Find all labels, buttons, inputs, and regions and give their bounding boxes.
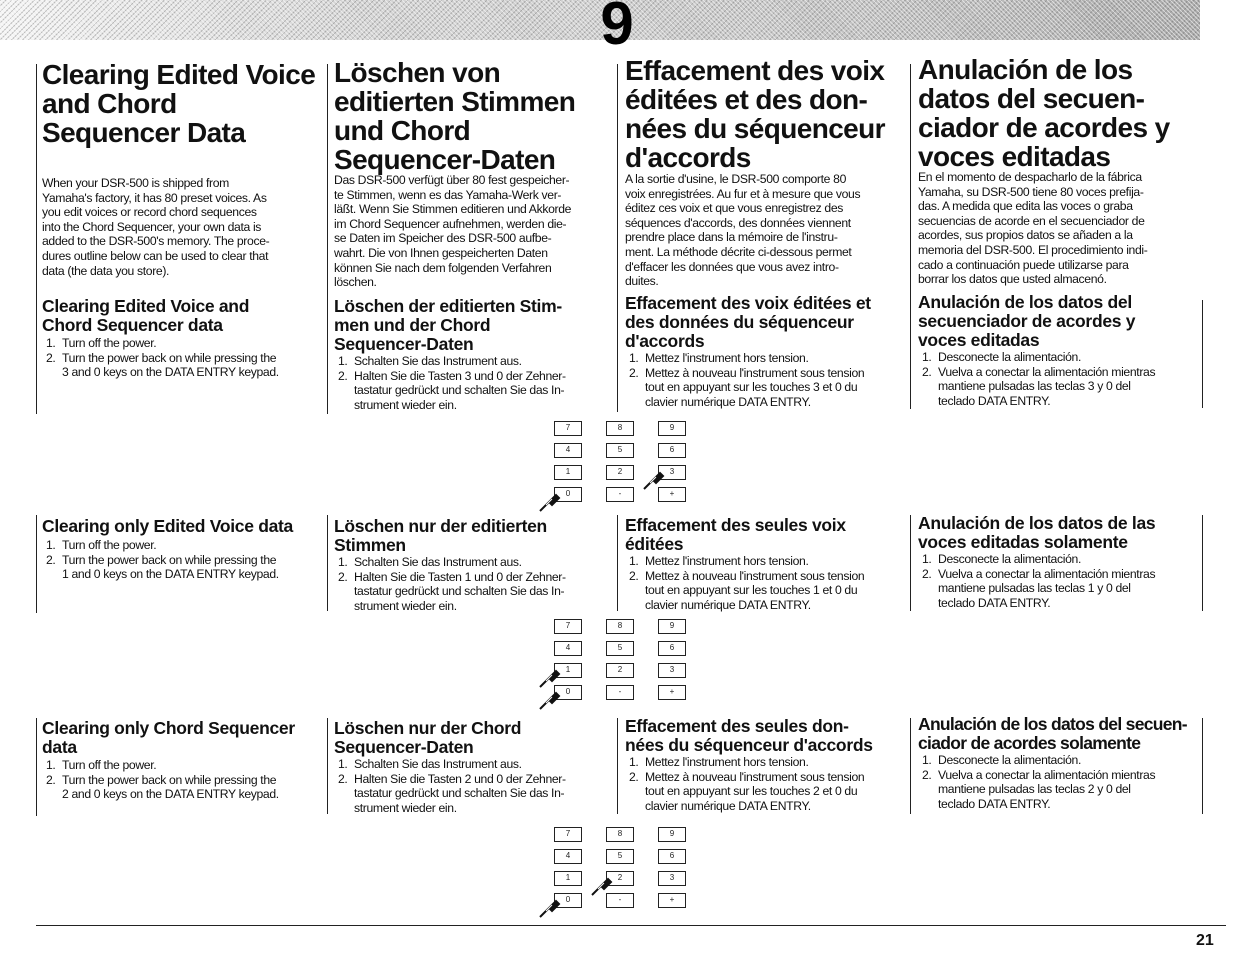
keypad-key-0: 0 [554, 893, 582, 908]
steps-es-1 [918, 350, 1202, 408]
keypad-key-1: 1 [554, 465, 582, 480]
step-item [625, 755, 909, 770]
step-text: Desconecte la alimentación. [938, 552, 1081, 566]
step-number: 1. [922, 753, 932, 767]
heading-es-3: Anulación de los datos del secuen- ciador de acordes solamente [918, 714, 1187, 753]
step-number: 2. [338, 569, 348, 584]
title-es: Anulación de los datos del secuen- ciador de acordes y voces editadas [918, 54, 1170, 172]
step-text: Schalten Sie das Instrument aus. [354, 354, 522, 368]
step-item [625, 554, 909, 569]
step-number: 2. [46, 350, 56, 365]
step-number: 2. [46, 772, 56, 787]
step-text: Turn the power back on while pressing the 3 and 0 keys on the DATA ENTRY keypad. [62, 350, 279, 380]
step-text: Mettez à nouveau l'instrument sous tension tout en appuyant sur les touches 1 et 0 du clavier numérique DATA ENTRY. [645, 568, 865, 612]
keypad-key-2: 2 [606, 663, 634, 678]
intro-de: Das DSR-500 verfügt über 80 fest gespeicher- te Stimmen, wenn es das Yamaha-Werk ver- läßt. Wenn Sie Stimmen editieren und Akkorde im Chord Sequencer aufnehmen, werden die- se Daten im Speicher des DSR-500 aufbe- wahrt. Die von Ihnen gespeicherten Daten können Sie nach dem folgenden Verfahren löschen. [334, 173, 572, 290]
column-rule [910, 64, 911, 409]
heading-en-3: Clearing only Chord Sequencer data [42, 718, 295, 757]
step-number: 2. [629, 568, 639, 583]
keypad-key--: - [606, 893, 634, 908]
heading-fr-1: Effacement des voix éditées et des données du séquenceur d'accords [625, 293, 871, 351]
step-text: Turn the power back on while pressing the 2 and 0 keys on the DATA ENTRY keypad. [62, 772, 279, 802]
step-number: 1. [46, 336, 56, 350]
heading-es-2: Anulación de los datos de las voces editadas solamente [918, 513, 1156, 552]
intro-en: When your DSR-500 is shipped from Yamaha's factory, it has 80 preset voices. As you edit voices or record chord sequences into the Chord Sequencer, your own data is added to the DSR-500's memory. The proce- dures outline below can be used to clear that data (the data you store). [42, 176, 270, 278]
keypad-key-1: 1 [554, 663, 582, 678]
steps-es-2 [918, 552, 1202, 610]
keypad-key-4: 4 [554, 641, 582, 656]
steps-fr-2 [625, 554, 909, 612]
steps-fr-1 [625, 351, 909, 409]
step-text: Mettez à nouveau l'instrument sous tension tout en appuyant sur les touches 3 et 0 du clavier numérique DATA ENTRY. [645, 365, 865, 409]
intro-es: En el momento de despacharlo de la fábrica Yamaha, su DSR-500 tiene 80 voces prefija- das. A medida que edita las voces o graba secuencias de acorde en el secuenciador de acordes, sus propios datos se añaden a la memoria del DSR-500. El procedimiento indi- cado a continuación puede utilizarse para borrar los datos que usted almacenó. [918, 170, 1148, 287]
step-text: Turn off the power. [62, 336, 157, 350]
column-rule [1202, 300, 1203, 408]
keypad-key-8: 8 [606, 421, 634, 436]
keypad-key-7: 7 [554, 619, 582, 634]
heading-de-1: Löschen der editierten Stim- men und der Chord Sequencer-Daten [334, 296, 562, 354]
step-item [918, 365, 1202, 409]
column-rule [327, 515, 328, 611]
step-item [42, 773, 324, 802]
step-item [334, 555, 616, 570]
keypad-key-4: 4 [554, 849, 582, 864]
step-item [625, 569, 909, 613]
step-item [42, 336, 324, 351]
keypad-key-9: 9 [658, 619, 686, 634]
step-item [334, 757, 616, 772]
keypad-key-6: 6 [658, 849, 686, 864]
step-text: Schalten Sie das Instrument aus. [354, 757, 522, 771]
title-fr: Effacement des voix éditées et des don- nées du séquenceur d'accords [625, 55, 885, 173]
step-number: 1. [629, 554, 639, 568]
step-item [42, 538, 324, 553]
steps-de-1 [334, 354, 616, 412]
chapter-tab-number: 9 [600, 0, 634, 57]
step-text: Mettez l'instrument hors tension. [645, 755, 809, 769]
step-text: Vuelva a conectar la alimentación mientras mantiene pulsadas las teclas 3 y 0 del teclado DATA ENTRY. [938, 364, 1156, 408]
keypad-key-6: 6 [658, 443, 686, 458]
step-number: 1. [629, 755, 639, 769]
step-item [625, 770, 909, 814]
step-item [334, 772, 616, 816]
page-number: 21 [1196, 932, 1214, 949]
heading-de-3: Löschen nur der Chord Sequencer-Daten [334, 718, 522, 757]
keypad-key-5: 5 [606, 849, 634, 864]
steps-en-1 [42, 336, 324, 380]
keypad-key-9: 9 [658, 827, 686, 842]
step-text: Turn off the power. [62, 758, 157, 772]
step-number: 2. [46, 552, 56, 567]
step-number: 1. [46, 758, 56, 772]
step-item [918, 552, 1202, 567]
column-rule [36, 64, 37, 414]
step-item [42, 351, 324, 380]
steps-de-2 [334, 555, 616, 613]
step-text: Schalten Sie das Instrument aus. [354, 555, 522, 569]
keypad-key-3: 3 [658, 871, 686, 886]
step-item [918, 350, 1202, 365]
column-rule [327, 64, 328, 414]
step-number: 1. [922, 552, 932, 566]
heading-fr-3: Effacement des seules don- nées du séquenceur d'accords [625, 716, 873, 755]
step-number: 2. [922, 767, 932, 782]
heading-en-1: Clearing Edited Voice and Chord Sequencer data [42, 296, 250, 335]
pressing-finger-icon [538, 489, 562, 513]
keypad-diagram-1-0 [554, 619, 694, 703]
column-rule [910, 718, 911, 814]
pressing-finger-icon [538, 687, 562, 711]
steps-es-3 [918, 753, 1202, 811]
step-item [625, 366, 909, 410]
step-number: 2. [338, 368, 348, 383]
step-text: Desconecte la alimentación. [938, 350, 1081, 364]
step-text: Turn off the power. [62, 538, 157, 552]
footer-rule [36, 925, 1226, 926]
keypad-key-6: 6 [658, 641, 686, 656]
step-text: Vuelva a conectar la alimentación mientras mantiene pulsadas las teclas 2 y 0 del teclado DATA ENTRY. [938, 767, 1156, 811]
step-number: 1. [338, 354, 348, 368]
step-item [625, 351, 909, 366]
keypad-key-2: 2 [606, 871, 634, 886]
keypad-key-+: + [658, 685, 686, 700]
keypad-diagram-3-0 [554, 421, 694, 505]
pressing-finger-icon [538, 895, 562, 919]
step-text: Desconecte la alimentación. [938, 753, 1081, 767]
title-de: Löschen von editierten Stimmen und Chord Sequencer-Daten [334, 57, 576, 175]
steps-de-3 [334, 757, 616, 815]
keypad-key-+: + [658, 893, 686, 908]
step-number: 1. [338, 555, 348, 569]
step-item [918, 753, 1202, 768]
steps-en-2 [42, 538, 324, 582]
step-text: Mettez à nouveau l'instrument sous tension tout en appuyant sur les touches 2 et 0 du clavier numérique DATA ENTRY. [645, 769, 865, 813]
column-rule [617, 515, 618, 611]
keypad-key-8: 8 [606, 619, 634, 634]
keypad-key-5: 5 [606, 641, 634, 656]
intro-fr: A la sortie d'usine, le DSR-500 comporte 80 voix enregistrées. Au fur et à mesure que vous éditez ces voix et que vous enregistrez des séquences d'accords, des données viennent prendre place dans la mémoire de l'instru- ment. La méthode décrite ci-dessous permet d'effacer les données que vous avez intro- duites. [625, 172, 861, 289]
step-number: 1. [338, 757, 348, 771]
step-item [918, 567, 1202, 611]
step-number: 1. [46, 538, 56, 552]
step-number: 2. [922, 566, 932, 581]
step-text: Halten Sie die Tasten 2 und 0 der Zehner- tastatur gedrückt und schalten Sie das In- strument wieder ein. [354, 771, 566, 815]
keypad-key--: - [606, 487, 634, 502]
step-number: 1. [629, 351, 639, 365]
keypad-key-7: 7 [554, 827, 582, 842]
keypad-key-1: 1 [554, 871, 582, 886]
column-rule [1202, 515, 1203, 611]
step-text: Vuelva a conectar la alimentación mientras mantiene pulsadas las teclas 1 y 0 del teclado DATA ENTRY. [938, 566, 1156, 610]
keypad-key-7: 7 [554, 421, 582, 436]
heading-fr-2: Effacement des seules voix éditées [625, 515, 846, 554]
step-number: 1. [922, 350, 932, 364]
keypad-key-0: 0 [554, 487, 582, 502]
keypad-key-3: 3 [658, 465, 686, 480]
heading-de-2: Löschen nur der editierten Stimmen [334, 516, 547, 555]
step-item [42, 553, 324, 582]
keypad-key-0: 0 [554, 685, 582, 700]
step-text: Halten Sie die Tasten 1 und 0 der Zehner- tastatur gedrückt und schalten Sie das In- strument wieder ein. [354, 569, 566, 613]
column-rule [36, 515, 37, 613]
step-number: 2. [629, 365, 639, 380]
step-text: Mettez l'instrument hors tension. [645, 351, 809, 365]
keypad-diagram-2-0 [554, 827, 694, 911]
keypad-key-+: + [658, 487, 686, 502]
step-text: Mettez l'instrument hors tension. [645, 554, 809, 568]
step-number: 2. [922, 364, 932, 379]
keypad-key-9: 9 [658, 421, 686, 436]
step-text: Halten Sie die Tasten 3 und 0 der Zehner- tastatur gedrückt und schalten Sie das In- strument wieder ein. [354, 368, 566, 412]
step-item [918, 768, 1202, 812]
keypad-key-2: 2 [606, 465, 634, 480]
column-rule [910, 515, 911, 611]
keypad-key-3: 3 [658, 663, 686, 678]
steps-en-3 [42, 758, 324, 802]
heading-en-2: Clearing only Edited Voice data [42, 516, 293, 536]
step-number: 2. [629, 769, 639, 784]
column-rule [327, 718, 328, 814]
steps-fr-3 [625, 755, 909, 813]
heading-es-1: Anulación de los datos del secuenciador de acordes y voces editadas [918, 292, 1136, 350]
step-text: Turn the power back on while pressing the 1 and 0 keys on the DATA ENTRY keypad. [62, 552, 279, 582]
step-item [334, 570, 616, 614]
column-rule [617, 64, 618, 412]
title-en: Clearing Edited Voice and Chord Sequencer Data [42, 59, 316, 148]
step-item [334, 369, 616, 413]
step-item [334, 354, 616, 369]
keypad-key--: - [606, 685, 634, 700]
step-item [42, 758, 324, 773]
column-rule [617, 718, 618, 814]
step-number: 2. [338, 771, 348, 786]
column-rule [36, 718, 37, 816]
keypad-key-5: 5 [606, 443, 634, 458]
keypad-key-8: 8 [606, 827, 634, 842]
keypad-key-4: 4 [554, 443, 582, 458]
